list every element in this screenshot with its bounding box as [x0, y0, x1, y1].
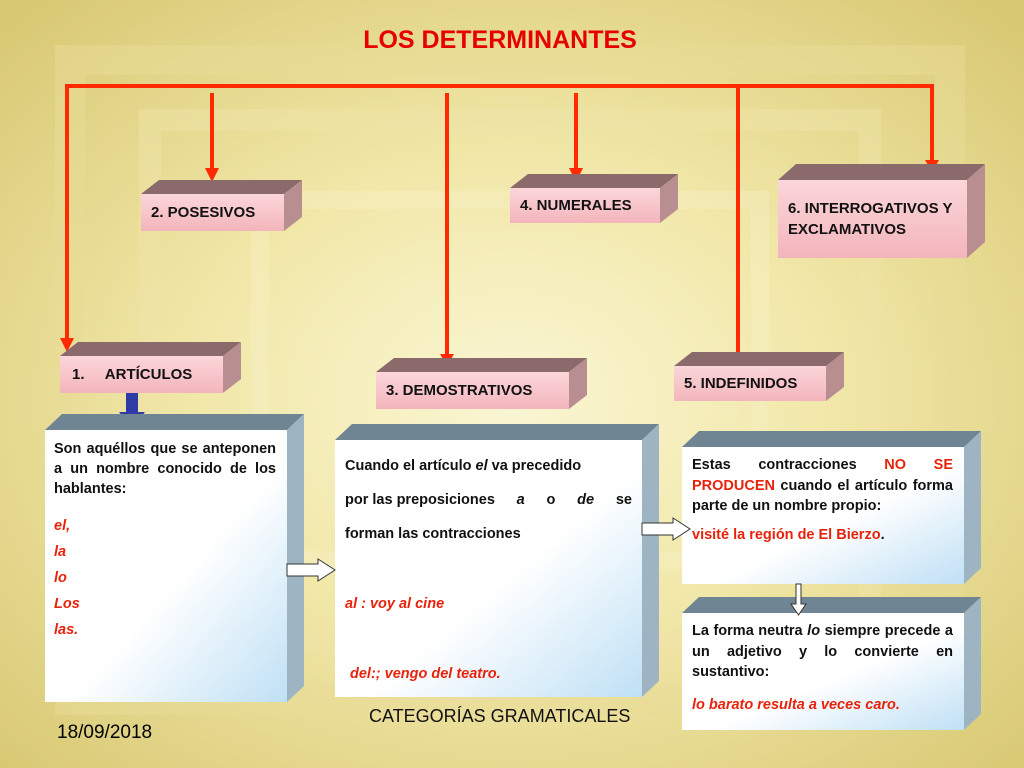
example-bierzo: visité la región de El Bierzo	[692, 526, 881, 543]
page-title: LOS DETERMINANTES	[363, 26, 637, 54]
footer-category: CATEGORÍAS GRAMATICALES	[369, 706, 631, 726]
category-posesivos: 2. POSESIVOS	[151, 204, 256, 221]
category-interrogativos: 6. INTERROGATIVOS Y EXCLAMATIVOS	[788, 200, 953, 238]
contraccion-line-3: forman las contracciones	[345, 526, 521, 542]
nombre-propio-panel: Estas contracciones NO SE PRODUCEN cuando el artículo forma parte de un nombre propio: visité la región de El Bierzo.	[692, 457, 953, 543]
category-articulos: 1. ARTÍCULOS	[72, 366, 193, 383]
articulos-panel	[54, 439, 276, 643]
footer-date: 18/09/2018	[57, 722, 153, 743]
article-form: las.	[54, 622, 79, 638]
article-form: lo	[54, 570, 67, 586]
contraccion-line-1: Cuando el artículo el va precedido	[345, 458, 582, 474]
category-numerales: 4. NUMERALES	[520, 197, 632, 214]
example-al: al : voy al cine	[345, 596, 445, 612]
example-del: del:; vengo del teatro.	[350, 666, 501, 682]
example-lo-barato: lo barato resulta a veces caro.	[692, 696, 900, 713]
article-form: la	[54, 544, 67, 560]
highlight-no-se-producen: NO SE PRODUCEN	[692, 457, 953, 494]
forma-neutra-panel: La forma neutra lo siempre precede a un adjetivo y lo convierte en sustantivo: lo barato resulta a veces caro.	[692, 621, 953, 715]
contracciones-panel	[345, 455, 632, 685]
articulos-intro: Son aquéllos que se anteponen a un nombre conocido de los hablantes:	[54, 441, 276, 497]
contraccion-line-2: por las preposiciones a o de se	[345, 492, 632, 508]
article-form: el,	[54, 518, 71, 534]
category-demostrativos: 3. DEMOSTRATIVOS	[386, 382, 533, 399]
article-form: Los	[54, 596, 80, 612]
category-indefinidos: 5. INDEFINIDOS	[684, 375, 798, 392]
